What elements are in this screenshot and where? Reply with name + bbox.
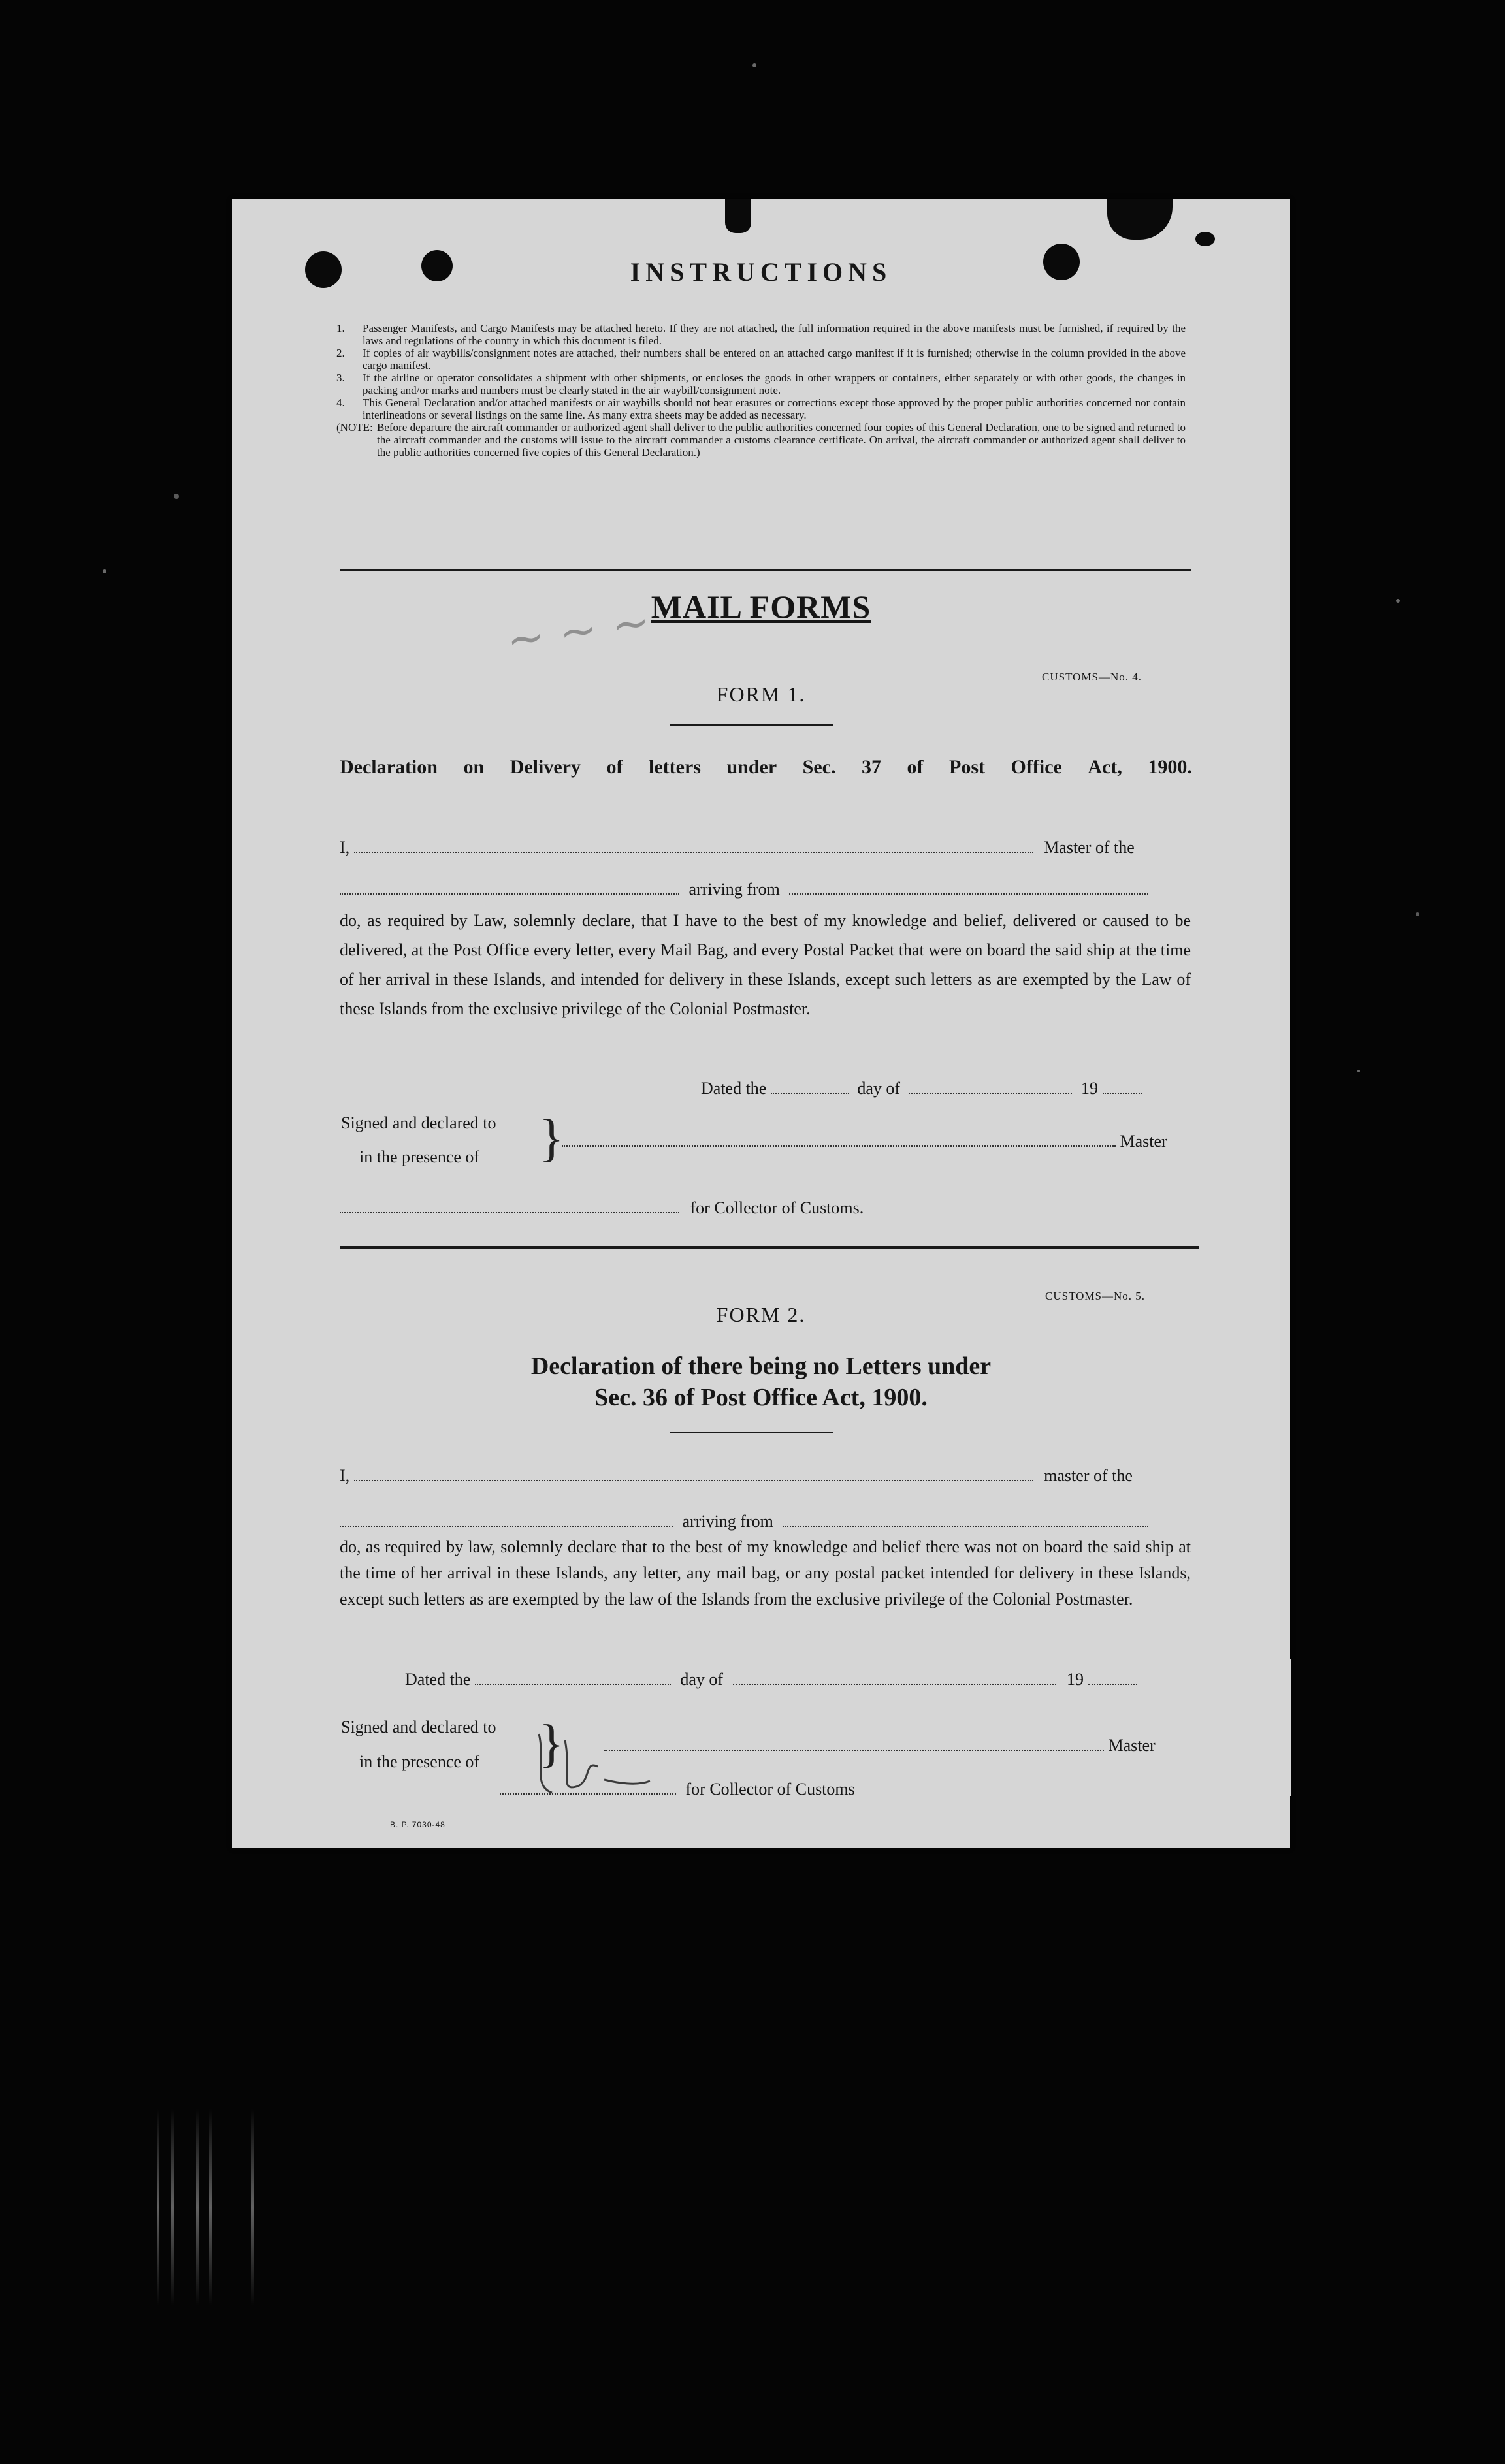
film-streak xyxy=(196,2109,199,2305)
form2-brace: } xyxy=(539,1715,564,1772)
vessel-blank xyxy=(340,1512,673,1527)
instruction-item xyxy=(336,396,1186,421)
origin-blank xyxy=(789,880,1148,895)
form2-declaration-title xyxy=(232,1351,1290,1413)
declaration-word: Declaration xyxy=(340,756,438,778)
film-streak xyxy=(251,2109,254,2305)
instruction-number: (NOTE: xyxy=(336,421,373,434)
master-signature-blank xyxy=(604,1736,1104,1751)
instruction-item xyxy=(336,322,1186,347)
mail-forms-title: MAIL FORMS xyxy=(651,588,871,625)
form2-signed-line1: Signed and declared to xyxy=(341,1718,496,1736)
declaration-word: Act, xyxy=(1088,756,1122,778)
instruction-item xyxy=(336,421,1186,458)
instruction-number: 1. xyxy=(336,322,345,334)
instruction-text: If copies of air waybills/consignment notes are attached, their numbers shall be entered on an attached cargo manifest if it is furnished; otherwise in the column provided in the above cargo manifest. xyxy=(363,347,1186,372)
date-blank xyxy=(771,1080,849,1094)
declaration-word: Office xyxy=(1011,756,1062,778)
declaration-word: under xyxy=(726,756,777,778)
instruction-text: If the airline or operator consolidates a shipment with other shipments, or encloses the goods in other wrappers or containers, either separately or with other goods, the changes in packing and/or marks and numbers must be clearly stated in the air waybill/consignment note. xyxy=(363,372,1186,396)
form2-declaration-line2: Sec. 36 of Post Office Act, 1900. xyxy=(594,1384,928,1411)
form2-master-signature-line xyxy=(604,1736,1156,1755)
page-edge xyxy=(1282,1659,1291,1796)
day-of-label: day of xyxy=(680,1670,724,1689)
form1-collector-line xyxy=(340,1198,864,1218)
handwritten-signature xyxy=(526,1721,656,1806)
instruction-item xyxy=(336,347,1186,372)
declaration-word: Sec. xyxy=(802,756,836,778)
top-right-tear-small xyxy=(1195,232,1215,246)
film-streak xyxy=(157,2109,159,2305)
section-divider xyxy=(340,569,1191,571)
instruction-number: 3. xyxy=(336,372,345,384)
master-of-the-label: Master of the xyxy=(1044,838,1135,857)
form1-brace: } xyxy=(539,1110,564,1167)
form2-arriving-line xyxy=(340,1512,1148,1531)
form2-customs-number: CUSTOMS—No. 5. xyxy=(1045,1290,1146,1302)
master-label: Master xyxy=(1120,1132,1167,1151)
declaration-word: of xyxy=(907,756,924,778)
form1-signed-line1: Signed and declared to xyxy=(341,1113,496,1132)
year-prefix: 19 xyxy=(1081,1079,1099,1098)
print-code: B. P. 7030-48 xyxy=(390,1820,445,1829)
form1-declaration-paragraph: do, as required by Law, solemnly declare, that I have to the best of my knowledge and belief, delivered or caused to be delivered, at the Post Office every letter, every Mail Bag, and every Postal Packet that were on board the said ship at the time of her arrival in these Islands, and intended for delivery in these Islands, except such letters as are exempted by the Law of these Islands from the exclusive privilege of the Colonial Postmaster. xyxy=(340,911,1191,1018)
form2-title-rule xyxy=(670,1432,833,1433)
name-blank xyxy=(354,1467,1033,1481)
film-streak xyxy=(171,2109,174,2305)
declaration-word: Delivery xyxy=(510,756,581,778)
instruction-text: This General Declaration and/or attached manifests or air waybills should not bear erasures or corrections except those approved by the proper public authorities concerned nor contain interlineations or several listings on the same line. As many extra sheets may be added as necessary. xyxy=(363,396,1186,421)
dated-the-label: Dated the xyxy=(405,1670,471,1689)
instruction-item xyxy=(336,372,1186,396)
form2-master-line xyxy=(340,1466,1133,1486)
master-label: Master xyxy=(1108,1736,1156,1755)
top-tear xyxy=(725,199,751,233)
form2-title: FORM 2. xyxy=(716,1303,806,1326)
master-signature-blank xyxy=(562,1132,1116,1147)
instructions-list xyxy=(336,322,1186,458)
vessel-blank xyxy=(340,880,679,895)
day-of-label: day of xyxy=(857,1079,901,1098)
i-label: I, xyxy=(340,1466,350,1485)
dated-the-label: Dated the xyxy=(701,1079,767,1098)
form1-signed-line2: in the presence of xyxy=(359,1147,480,1166)
declaration-word: 1900. xyxy=(1148,756,1192,778)
form1-master-signature-line xyxy=(562,1132,1167,1151)
collector-signature-blank xyxy=(340,1199,679,1213)
form1-title-rule xyxy=(670,724,833,726)
instruction-text: Passenger Manifests, and Cargo Manifests may be attached hereto. If they are not attached, the full information required in the above manifests must be furnished, if required by the laws and regulations of the country in which this document is filed. xyxy=(363,322,1186,347)
form1-arriving-line xyxy=(340,880,1148,899)
declaration-word: of xyxy=(606,756,623,778)
month-blank xyxy=(733,1671,1056,1685)
date-blank xyxy=(475,1671,671,1685)
i-label: I, xyxy=(340,838,350,857)
instructions-title: INSTRUCTIONS xyxy=(630,257,892,287)
form2-dated-line xyxy=(405,1670,1137,1689)
form1-customs-number: CUSTOMS—No. 4. xyxy=(1042,671,1142,683)
instruction-text: Before departure the aircraft commander or authorized agent shall deliver to the public authorities concerned four copies of this General Declaration, one to be signed and returned to the aircraft commander and the customs will issue to the aircraft commander a customs clearance certificate. On arrival, the aircraft commander or authorized agent shall deliver to the public authorities concerned five copies of this General Declaration.) xyxy=(377,421,1186,458)
form2-declaration-paragraph: do, as required by law, solemnly declare that to the best of my knowledge and belief there was not on board the said ship at the time of her arrival in these Islands, any letter, any mail bag, or any postal packet intended for delivery in these Islands, except such letters as are exempted by the law of the Islands from the exclusive privilege of the Colonial Postmaster. xyxy=(340,1537,1191,1608)
declaration-word: Post xyxy=(949,756,986,778)
form1-dated-line xyxy=(701,1079,1142,1098)
form2-declaration-line1: Declaration of there being no Letters under xyxy=(530,1352,992,1380)
top-right-tear xyxy=(1107,199,1173,240)
year-prefix: 19 xyxy=(1067,1670,1084,1689)
master-of-the-label: master of the xyxy=(1044,1466,1133,1485)
document-page xyxy=(232,199,1290,1848)
origin-blank xyxy=(783,1512,1148,1527)
year-blank xyxy=(1088,1671,1137,1685)
collector-label: for Collector of Customs. xyxy=(690,1198,864,1217)
name-blank xyxy=(354,839,1033,853)
collector-label: for Collector of Customs xyxy=(685,1780,855,1799)
form-divider xyxy=(340,1246,1199,1249)
declaration-word: 37 xyxy=(862,756,881,778)
arriving-from-label: arriving from xyxy=(682,1512,773,1531)
declaration-word: letters xyxy=(649,756,701,778)
form1-declaration-title xyxy=(340,756,1192,778)
form1-title: FORM 1. xyxy=(716,682,806,706)
handwritten-mark: ~ ~ ~ xyxy=(503,594,654,667)
instruction-number: 2. xyxy=(336,347,345,359)
declaration-word: on xyxy=(463,756,485,778)
instruction-number: 4. xyxy=(336,396,345,409)
arriving-from-label: arriving from xyxy=(688,880,780,899)
form2-signed-line2: in the presence of xyxy=(359,1752,480,1771)
year-blank xyxy=(1103,1080,1142,1094)
month-blank xyxy=(909,1080,1072,1094)
film-streak xyxy=(209,2109,212,2305)
form1-master-line xyxy=(340,838,1135,857)
